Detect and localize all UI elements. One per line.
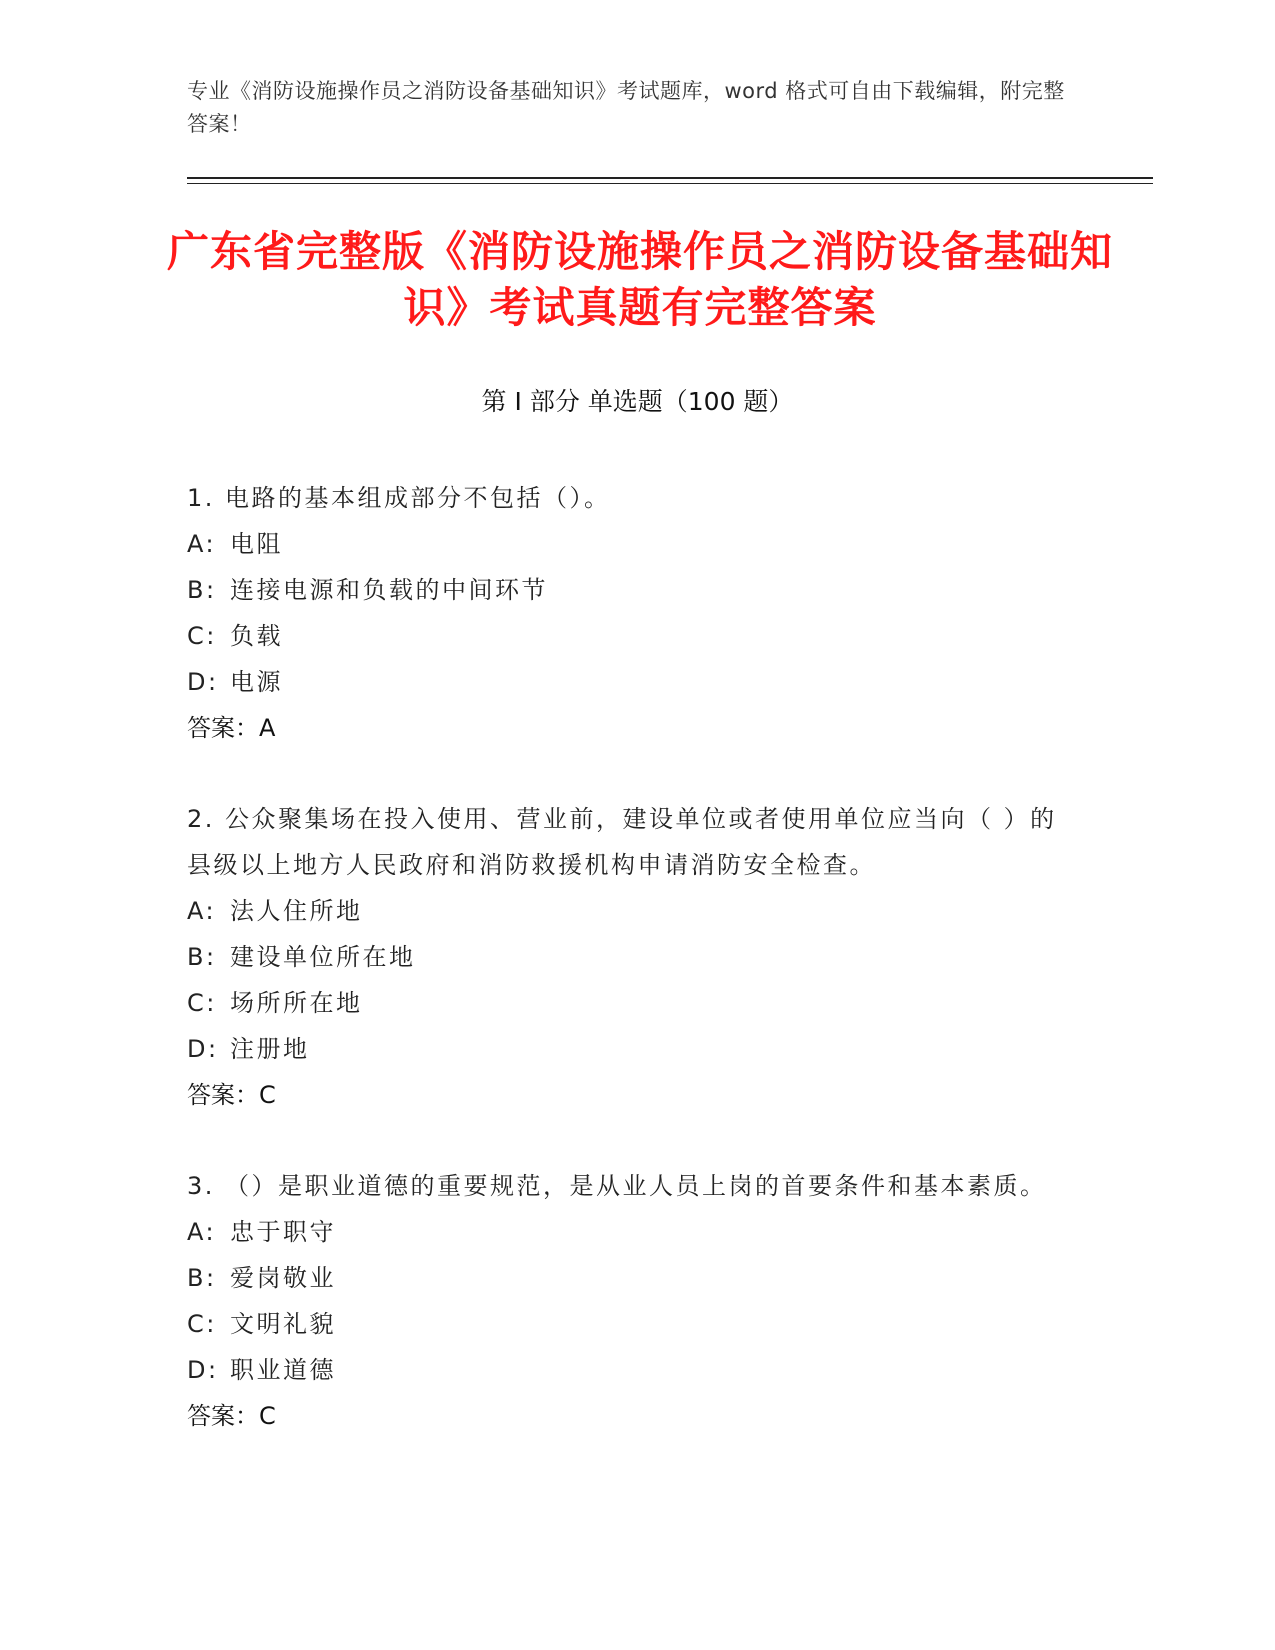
question-list: [187, 475, 1067, 1484]
option-text: 注册地: [230, 1035, 310, 1063]
option-letter: C:: [187, 989, 217, 1017]
option-letter: A:: [187, 530, 217, 558]
option-text: 职业道德: [230, 1356, 336, 1384]
header-divider-thin: [187, 183, 1153, 184]
option-text: 法人住所地: [230, 897, 363, 925]
option-a: [187, 888, 1067, 934]
option-d: [187, 1026, 1067, 1072]
answer-line: 答案：C: [187, 1081, 276, 1109]
option-d: [187, 1347, 1067, 1393]
option-b: [187, 1255, 1067, 1301]
option-letter: D:: [187, 668, 219, 696]
option-d: [187, 659, 1067, 705]
option-text: 电阻: [230, 530, 283, 558]
option-letter: D:: [187, 1356, 219, 1384]
option-letter: C:: [187, 622, 217, 650]
option-text: 忠于职守: [230, 1218, 336, 1246]
option-a: [187, 1209, 1067, 1255]
option-c: [187, 1301, 1067, 1347]
option-b: [187, 567, 1067, 613]
option-letter: C:: [187, 1310, 217, 1338]
option-text: 爱岗敬业: [230, 1264, 336, 1292]
section-heading: 第 I 部分 单选题（100 题）: [481, 387, 794, 416]
question-stem: 1. 电路的基本组成部分不包括（）。: [187, 484, 611, 512]
header-note: 专业《消防设施操作员之消防设备基础知识》考试题库，word 格式可自由下载编辑，附完整答案！: [187, 79, 1065, 136]
question-1: [187, 475, 1067, 751]
answer-line: 答案：C: [187, 1402, 276, 1430]
option-letter: B:: [187, 943, 217, 971]
option-b: [187, 934, 1067, 980]
option-letter: B:: [187, 1264, 217, 1292]
question-2: [187, 796, 1067, 1118]
answer-line: 答案：A: [187, 714, 276, 742]
document-title: 广东省完整版《消防设施操作员之消防设备基础知识》考试真题有完整答案: [166, 227, 1113, 332]
option-text: 建设单位所在地: [230, 943, 416, 971]
option-letter: A:: [187, 1218, 217, 1246]
option-a: [187, 521, 1067, 567]
header-divider: [187, 177, 1153, 179]
option-text: 负载: [230, 622, 283, 650]
option-letter: D:: [187, 1035, 219, 1063]
option-text: 连接电源和负载的中间环节: [230, 576, 548, 604]
option-letter: B:: [187, 576, 217, 604]
question-stem: 2. 公众聚集场在投入使用、营业前，建设单位或者使用单位应当向（ ）的县级以上地方人民政府和消防救援机构申请消防安全检查。: [187, 805, 1057, 879]
option-text: 文明礼貌: [230, 1310, 336, 1338]
option-letter: A:: [187, 897, 217, 925]
option-text: 电源: [230, 668, 283, 696]
question-3: [187, 1163, 1067, 1439]
question-stem: 3. （）是职业道德的重要规范，是从业人员上岗的首要条件和基本素质。: [187, 1172, 1047, 1200]
option-c: [187, 980, 1067, 1026]
option-text: 场所所在地: [230, 989, 363, 1017]
option-c: [187, 613, 1067, 659]
